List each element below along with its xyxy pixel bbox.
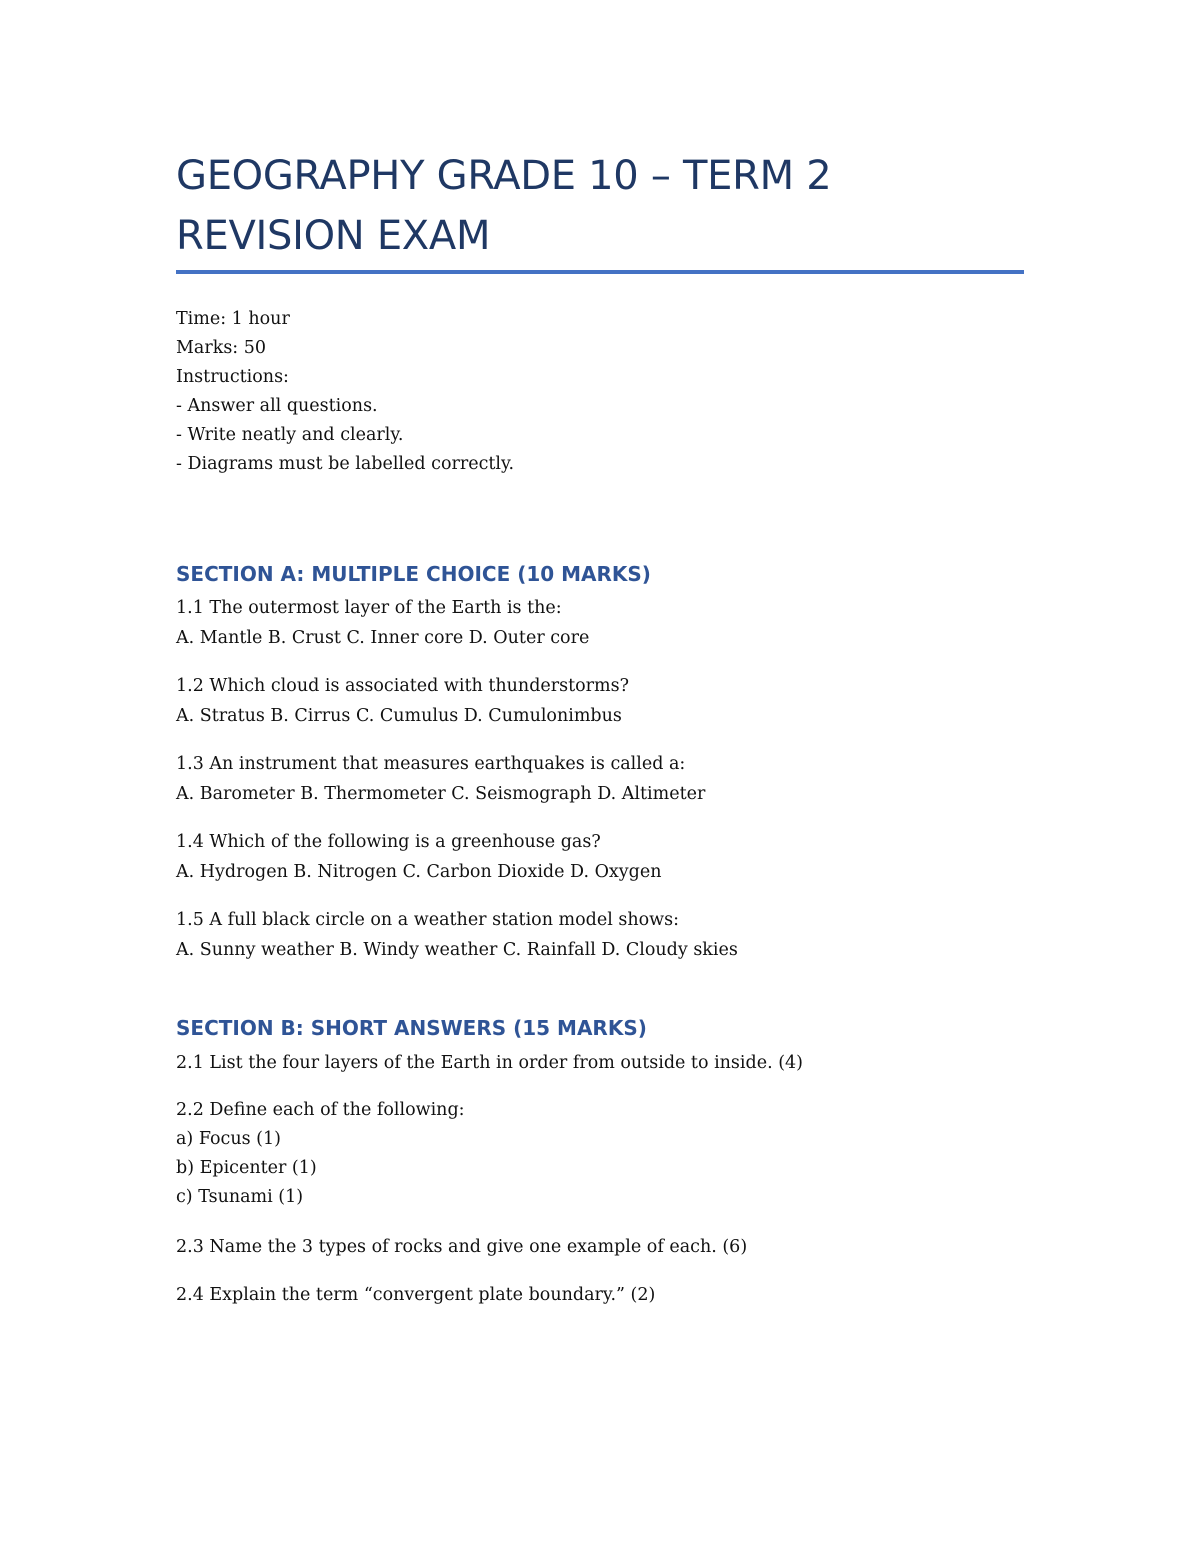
question-1-3 [176,749,705,809]
sub-question: a) Focus (1) [176,1129,281,1149]
question-2-1 [176,1048,803,1078]
question-text: 2.2 Define each of the following: [176,1100,465,1120]
answer-options: A. Hydrogen B. Nitrogen C. Carbon Dioxide D. Oxygen [176,862,662,882]
answer-options: A. Mantle B. Crust C. Inner core D. Outer core [176,628,590,648]
question-1-1 [176,593,589,653]
question-text: 2.4 Explain the term “convergent plate boundary.” (2) [176,1285,656,1305]
section-a-heading: SECTION A: MULTIPLE CHOICE (10 MARKS) [176,562,651,586]
instruction-item: - Write neatly and clearly. [176,425,404,445]
question-2-2 [176,1096,465,1212]
question-text: 1.1 The outermost layer of the Earth is the: [176,598,562,618]
question-2-3 [176,1232,747,1262]
question-text: 1.2 Which cloud is associated with thunderstorms? [176,676,629,696]
exam-info [176,305,514,479]
sub-question: c) Tsunami (1) [176,1187,304,1207]
question-text: 2.1 List the four layers of the Earth in order from outside to inside. (4) [176,1053,803,1073]
title-line-2: REVISION EXAM [176,213,491,259]
question-1-5 [176,905,738,965]
instructions-label: Instructions: [176,367,289,387]
question-text: 1.4 Which of the following is a greenhouse gas? [176,832,601,852]
section-b-heading: SECTION B: SHORT ANSWERS (15 MARKS) [176,1016,647,1040]
question-text: 1.3 An instrument that measures earthquakes is called a: [176,754,686,774]
sub-question: b) Epicenter (1) [176,1158,317,1178]
marks-text: Marks: 50 [176,338,267,358]
instruction-item: - Answer all questions. [176,396,378,416]
page-title [176,146,1026,266]
question-1-4 [176,827,662,887]
answer-options: A. Sunny weather B. Windy weather C. Rainfall D. Cloudy skies [176,940,738,960]
answer-options: A. Stratus B. Cirrus C. Cumulus D. Cumulonimbus [176,706,622,726]
question-text: 2.3 Name the 3 types of rocks and give one example of each. (6) [176,1237,748,1257]
title-line-1: GEOGRAPHY GRADE 10 – TERM 2 [176,153,832,199]
title-underline [176,270,1024,274]
question-2-4 [176,1280,655,1310]
answer-options: A. Barometer B. Thermometer C. Seismograph D. Altimeter [176,784,706,804]
question-1-2 [176,671,629,731]
question-text: 1.5 A full black circle on a weather station model shows: [176,910,680,930]
instruction-item: - Diagrams must be labelled correctly. [176,454,515,474]
time-text: Time: 1 hour [176,309,290,329]
